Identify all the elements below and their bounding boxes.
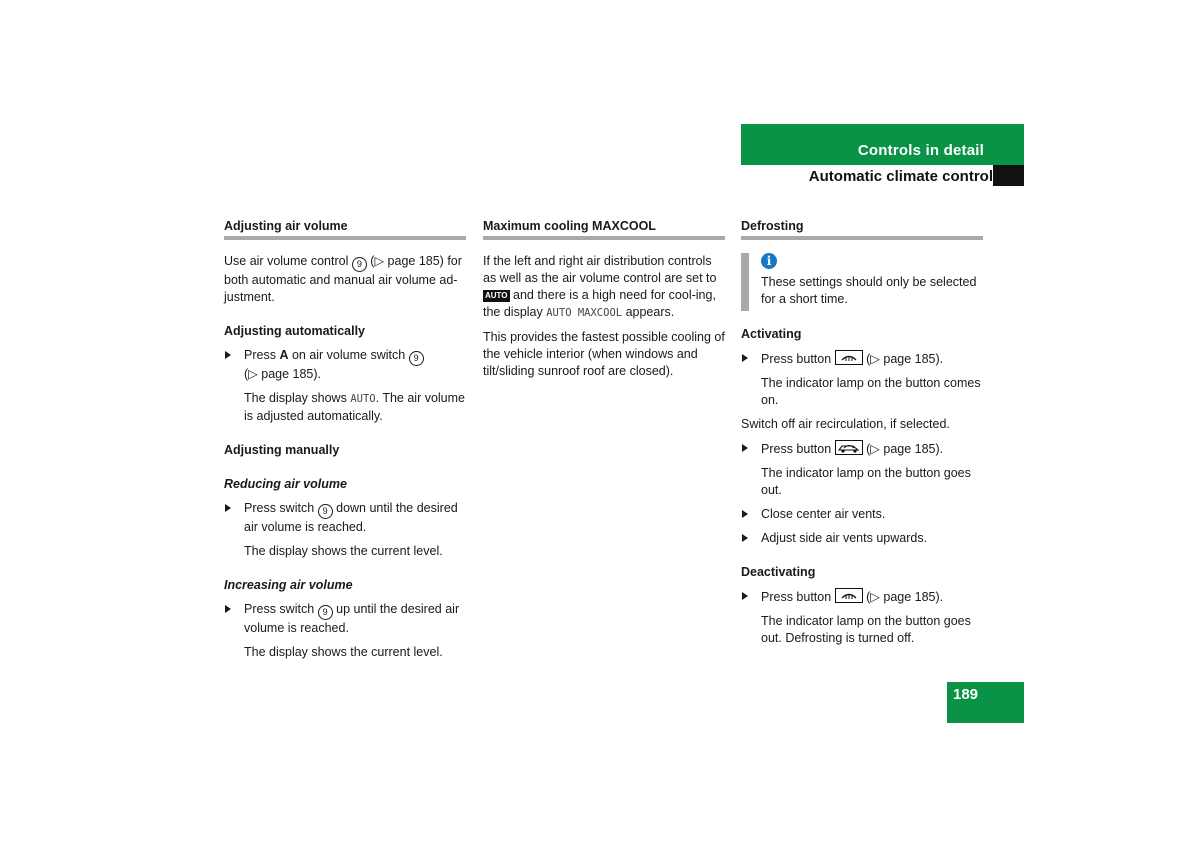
info-icon: i bbox=[761, 253, 777, 269]
maxcool-paragraph-2: This provides the fastest possible cooling of the vehicle interior (when windows and tilt/sliding sunroof roof are closed). bbox=[483, 330, 725, 378]
heading-defrosting: Defrosting bbox=[741, 218, 983, 240]
info-bar bbox=[741, 253, 749, 311]
step-press-a: Press A on air volume switch 9 (▷ page 185). bbox=[224, 347, 466, 383]
heading-maximum-cooling: Maximum cooling MAXCOOL bbox=[483, 218, 725, 240]
defrost-button-icon bbox=[835, 588, 863, 603]
bullet-triangle-icon bbox=[742, 354, 748, 362]
info-text: These settings should only be selected for a short time. bbox=[761, 275, 977, 306]
header-marker-block bbox=[993, 165, 1024, 186]
column-maxcool bbox=[483, 218, 725, 387]
control-number-badge: 9 bbox=[318, 605, 333, 620]
bullet-triangle-icon bbox=[225, 504, 231, 512]
heading-deactivating: Deactivating bbox=[741, 565, 816, 579]
result-defrost-off: The indicator lamp on the button goes out. Defrosting is turned off. bbox=[761, 614, 971, 645]
heading-increasing-air-volume: Increasing air volume bbox=[224, 578, 353, 592]
control-number-badge: 9 bbox=[318, 504, 333, 519]
step-press-defrost: Press button (▷ page 185). bbox=[741, 350, 983, 368]
auto-button-icon: AUTO bbox=[485, 291, 508, 300]
page-number: 189 bbox=[953, 686, 979, 703]
result-increase: The display shows the current level. bbox=[244, 645, 443, 659]
page-number-box bbox=[947, 682, 1024, 723]
heading-activating: Activating bbox=[741, 327, 802, 341]
bullet-triangle-icon bbox=[742, 534, 748, 542]
defrost-button-icon bbox=[835, 350, 863, 365]
switch-off-recirculation: Switch off air recirculation, if selected. bbox=[741, 417, 950, 431]
step-press-recirculation: Press button (▷ page 185). bbox=[741, 440, 983, 458]
column-air-volume bbox=[224, 218, 466, 668]
column-defrosting bbox=[741, 218, 983, 654]
info-note bbox=[741, 253, 983, 308]
control-number-badge: 9 bbox=[352, 257, 367, 272]
control-number-badge: 9 bbox=[409, 351, 424, 366]
heading-reducing-air-volume: Reducing air volume bbox=[224, 477, 347, 491]
bullet-triangle-icon bbox=[225, 351, 231, 359]
step-adjust-side-vents: Adjust side air vents upwards. bbox=[741, 530, 983, 547]
result-lamp-on: The indicator lamp on the button comes on. bbox=[761, 376, 981, 407]
bullet-triangle-icon bbox=[742, 592, 748, 600]
heading-adjusting-manually: Adjusting manually bbox=[224, 443, 340, 457]
result-lamp-off: The indicator lamp on the button goes out. bbox=[761, 466, 971, 497]
bullet-triangle-icon bbox=[742, 510, 748, 518]
step-press-down: Press switch 9 down until the desired air volume is reached. bbox=[224, 500, 466, 536]
heading-adjusting-air-volume: Adjusting air volume bbox=[224, 218, 466, 240]
bullet-triangle-icon bbox=[225, 605, 231, 613]
section-header-bar bbox=[741, 124, 1024, 165]
section-title: Controls in detail bbox=[857, 142, 984, 159]
step-press-up: Press switch 9 up until the desired air volume is reached. bbox=[224, 601, 466, 637]
heading-adjusting-automatically: Adjusting automatically bbox=[224, 324, 365, 338]
result-reduce: The display shows the current level. bbox=[244, 544, 443, 558]
step-press-defrost-off: Press button (▷ page 185). bbox=[741, 588, 983, 606]
section-subtitle: Automatic climate control bbox=[808, 168, 993, 185]
result-auto: The display shows AUTO. The air volume is adjusted automatically. bbox=[244, 391, 466, 423]
intro-paragraph: Use air volume control 9 (▷ page 185) for both automatic and manual air volume ad-justment. bbox=[224, 254, 462, 304]
bullet-triangle-icon bbox=[742, 444, 748, 452]
recirculation-button-icon bbox=[835, 440, 863, 455]
step-close-center-vents: Close center air vents. bbox=[741, 506, 983, 523]
maxcool-paragraph-1: If the left and right air distribution controls as well as the air volume control are set to AUTO and there is a high need for cool-ing, the display AUTO MAXCOOL appears. bbox=[483, 254, 717, 319]
